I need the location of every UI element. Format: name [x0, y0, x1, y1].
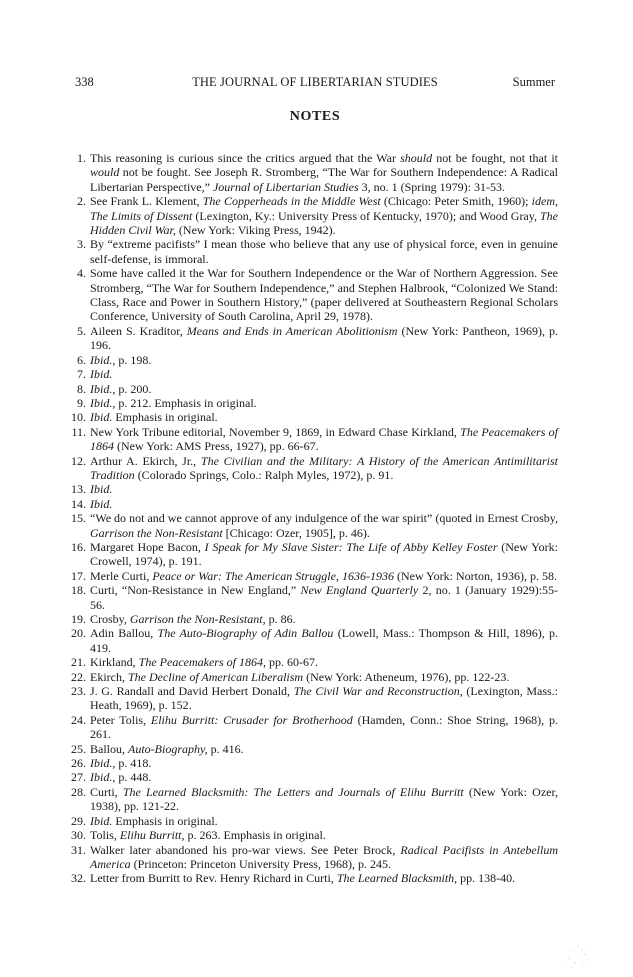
note-italic-segment: Ibid.: [90, 381, 113, 396]
note-item: [66, 410, 558, 424]
note-text-segment: (Lowell, Mass.: Thompson & Hill, 1896), p. 419.: [90, 626, 559, 655]
note-italic-segment: Ibid.: [90, 482, 113, 497]
note-number: 10.: [71, 410, 86, 425]
note-number: 4.: [77, 266, 86, 281]
note-text-segment: , p. 86.: [262, 612, 296, 626]
note-number: 32.: [71, 871, 86, 886]
note-number: 21.: [71, 655, 86, 670]
note-text-segment: , p. 198.: [112, 352, 152, 367]
note-text: [90, 670, 558, 684]
note-text: [90, 684, 558, 713]
note-text-segment: p. 263. Emphasis in original.: [184, 828, 326, 843]
note-text-segment: , p. 418.: [112, 756, 152, 771]
note-item: [66, 151, 558, 194]
note-italic-segment: The Decline of American Liberalism: [128, 669, 304, 684]
note-text: [90, 626, 558, 655]
note-text: [90, 569, 558, 583]
note-italic-segment: Peace or War: The American Struggle, 1636-1936: [152, 568, 394, 583]
note-number: 11.: [71, 424, 86, 439]
note-text-segment: (Chicago: Peter Smith, 1960);: [380, 194, 532, 209]
note-number: 12.: [71, 453, 86, 468]
note-text-segment: (New York: Ozer, 1938), pp. 121-22.: [90, 784, 558, 814]
note-italic-segment: Ibid.: [90, 496, 113, 511]
note-text: [90, 756, 558, 770]
note-text: [90, 353, 558, 367]
note-item: [66, 713, 558, 742]
note-italic-segment: Elihu Burritt,: [119, 828, 185, 843]
note-text: [90, 151, 558, 194]
note-item: [66, 626, 558, 655]
note-text-segment: , p. 212. Emphasis in original.: [112, 395, 257, 410]
note-text-segment: Ballou,: [90, 741, 128, 756]
note-text-segment: Margaret Hope Bacon,: [90, 539, 205, 554]
note-number: 7.: [77, 367, 86, 382]
note-number: 16.: [71, 539, 86, 554]
note-text: [90, 410, 558, 424]
note-text: [90, 367, 558, 381]
note-number: 29.: [71, 813, 86, 828]
note-text-segment: (New York: AMS Press, 1927), pp. 66-67.: [114, 439, 319, 454]
note-text-segment: “We do not and we cannot approve of any indulgence of the war spirit” (quoted in Ernest Crosby,: [90, 511, 558, 526]
note-text: [90, 828, 558, 842]
note-item: [66, 266, 558, 324]
note-text-segment: , p. 448.: [112, 770, 152, 785]
note-text-segment: [Chicago: Ozer, 1905], p. 46).: [222, 525, 370, 540]
note-text: [90, 655, 558, 669]
note-text: [90, 814, 558, 828]
note-item: [66, 742, 558, 756]
note-text-segment: Crosby,: [90, 612, 130, 626]
note-item: [66, 482, 558, 496]
note-number: 22.: [71, 669, 86, 684]
note-text-segment: 3, no. 1 (Spring 1979): 31-53.: [358, 179, 505, 194]
note-italic-segment: The Civil War and Reconstruction,: [293, 684, 463, 699]
note-text-segment: Curti, “Non-Resistance in New England,”: [90, 583, 301, 598]
note-italic-segment: Elihu Burritt: Crusader for Brotherhood: [150, 712, 353, 727]
note-text: [90, 194, 558, 237]
note-number: 9.: [77, 395, 86, 410]
note-item: [66, 425, 558, 454]
note-text: [90, 497, 558, 511]
note-text-segment: New York Tribune editorial, November 9, 1869, in Edward Chase Kirkland,: [90, 424, 461, 439]
note-italic-segment: Ibid.: [90, 813, 113, 828]
note-number: 17.: [71, 568, 86, 583]
note-text-segment: , pp. 60-67.: [262, 655, 318, 670]
note-item: [66, 540, 558, 569]
note-text: [90, 511, 558, 540]
note-item: [66, 497, 558, 511]
note-item: [66, 814, 558, 828]
note-italic-segment: The Learned Blacksmith: The Letters and Journals of Elihu Burritt: [122, 784, 464, 799]
note-text: [90, 612, 558, 626]
note-text-segment: (Lexington, Ky.: University Press of Kentucky, 1970); and Wood Gray,: [192, 208, 540, 223]
note-text-segment: Emphasis in original.: [112, 813, 218, 828]
note-number: 3.: [77, 237, 86, 252]
note-item: [66, 237, 558, 266]
note-text: [90, 396, 558, 410]
note-item: [66, 583, 558, 612]
note-italic-segment: idem, The Limits of Dissent: [90, 194, 558, 223]
note-text: [90, 237, 558, 266]
note-number: 14.: [71, 496, 86, 511]
note-text: [90, 713, 558, 742]
note-text: [90, 454, 558, 483]
note-text-segment: Adin Ballou,: [90, 626, 158, 641]
note-italic-segment: New England Quarterly: [300, 583, 419, 598]
note-text: [90, 540, 558, 569]
note-italic-segment: The Hidden Civil War,: [90, 208, 558, 238]
running-header: [75, 74, 555, 90]
note-text-segment: Some have called it the War for Southern Independence or the War of Northern Aggression. See Stromberg, “The War for Southern Independence,” and Stephen Halbrook, “Colonized We Stand: Class, Race and Power in Southern History,” (paper delivered at Southeastern Regional Scholars Conference, University of South Carolina, April 29, 1978).: [90, 266, 558, 324]
note-italic-segment: Ibid.: [90, 395, 113, 410]
note-text-segment: (Colorado Springs, Colo.: Ralph Myles, 1972), p. 91.: [134, 467, 394, 482]
note-text-segment: Kirkland,: [90, 655, 139, 670]
note-item: [66, 770, 558, 784]
note-italic-segment: The Civilian and the Military: A History of the American Antimilitarist Tradition: [90, 453, 558, 482]
note-text-segment: not be fought. See Joseph R. Stromberg, “The War for Southern Independence: A Radical Libertarian Perspective,”: [90, 165, 558, 194]
note-number: 15.: [71, 511, 86, 526]
note-text: [90, 770, 558, 784]
note-text-segment: Merle Curti,: [90, 568, 153, 583]
note-item: [66, 194, 558, 237]
journal-title: THE JOURNAL OF LIBERTARIAN STUDIES: [192, 75, 438, 89]
note-item: [66, 828, 558, 842]
note-number: 18.: [71, 583, 86, 598]
note-number: 1.: [77, 151, 86, 165]
note-text: [90, 583, 558, 612]
note-italic-segment: The Copperheads in the Middle West: [202, 194, 381, 209]
note-text: [90, 382, 558, 396]
note-text-segment: , p. 200.: [112, 381, 152, 396]
note-italic-segment: Auto-Biography,: [128, 741, 208, 756]
note-text-segment: (New York: Viking Press, 1942).: [175, 223, 336, 238]
note-italic-segment: The Peacemakers of 1864: [90, 424, 558, 454]
note-text: [90, 482, 558, 496]
note-text-segment: (New York: Crowell, 1974), p. 191.: [90, 539, 559, 569]
note-text-segment: J. G. Randall and David Herbert Donald,: [90, 684, 294, 699]
note-text-segment: (New York: Atheneum, 1976), pp. 122-23.: [303, 669, 510, 684]
note-italic-segment: should: [400, 151, 433, 165]
note-number: 13.: [71, 482, 86, 497]
note-text-segment: Arthur A. Ekirch, Jr.,: [90, 453, 201, 468]
note-text: [90, 324, 558, 353]
note-item: [66, 367, 558, 381]
notes-list: [66, 151, 558, 886]
note-italic-segment: Ibid.: [90, 410, 113, 425]
note-item: [66, 324, 558, 353]
note-text-segment: Emphasis in original.: [112, 410, 218, 425]
note-text-segment: Walker later abandoned his pro-war views. See Peter Brock,: [90, 842, 401, 857]
note-text-segment: pp. 138-40.: [457, 871, 516, 886]
note-text: [90, 266, 558, 324]
note-number: 8.: [77, 381, 86, 396]
note-italic-segment: Ibid.: [90, 770, 113, 785]
note-item: [66, 684, 558, 713]
note-item: [66, 382, 558, 396]
note-italic-segment: Radical Pacifists in Antebellum America: [90, 842, 558, 871]
note-text: [90, 785, 558, 814]
issue-season: Summer: [512, 75, 555, 89]
note-number: 27.: [71, 770, 86, 785]
note-text-segment: Aileen S. Kraditor,: [90, 323, 187, 338]
note-text-segment: 2, no. 1 (January 1929):55-56.: [90, 583, 559, 612]
note-item: [66, 511, 558, 540]
note-item: [66, 612, 558, 626]
note-text-segment: (New York: Norton, 1936), p. 58.: [393, 568, 557, 583]
note-item: [66, 454, 558, 483]
note-text-segment: p. 416.: [207, 741, 244, 756]
note-text-segment: (New York: Pantheon, 1969), p. 196.: [90, 323, 558, 353]
note-item: [66, 871, 558, 885]
note-text-segment: By “extreme pacifists” I mean those who believe that any use of physical force, even in genuine self-defense, is immoral.: [90, 237, 558, 266]
note-italic-segment: Garrison the Non-Resistant: [129, 612, 263, 626]
note-number: 30.: [71, 828, 86, 843]
note-text-segment: (Hamden, Conn.: Shoe String, 1968), p. 261.: [90, 712, 558, 742]
note-italic-segment: Garrison the Non-Resistant: [90, 525, 223, 540]
note-text-segment: (Princeton: Princeton University Press, 1968), p. 245.: [130, 856, 391, 871]
note-number: 6.: [77, 352, 86, 367]
note-text-segment: Ekirch,: [90, 669, 128, 684]
page-number: 338: [75, 75, 94, 89]
note-text-segment: Peter Tolis,: [90, 712, 151, 727]
section-title: NOTES: [289, 109, 341, 124]
note-number: 19.: [71, 612, 86, 626]
note-text-segment: not be fought, not that it: [432, 151, 558, 165]
note-item: [66, 756, 558, 770]
note-number: 20.: [71, 626, 86, 641]
note-number: 5.: [77, 323, 86, 338]
note-item: [66, 353, 558, 367]
note-text-segment: (Lexington, Mass.: Heath, 1969), p. 152.: [90, 684, 558, 713]
note-text-segment: Tolis,: [90, 828, 120, 843]
note-text: [90, 871, 558, 885]
note-italic-segment: The Auto-Biography of Adin Ballou: [157, 626, 334, 641]
note-item: [66, 569, 558, 583]
note-number: 31.: [71, 842, 86, 857]
note-item: [66, 785, 558, 814]
note-text: [90, 425, 558, 454]
note-text: [90, 843, 558, 872]
note-number: 2.: [77, 194, 86, 209]
note-italic-segment: Means and Ends in American Abolitionism: [186, 323, 398, 338]
note-italic-segment: The Learned Blacksmith,: [336, 871, 458, 886]
page-smudge-mark: [560, 940, 594, 970]
note-item: [66, 655, 558, 669]
note-number: 25.: [71, 741, 86, 756]
note-italic-segment: The Peacemakers of 1864: [138, 655, 263, 670]
note-italic-segment: would: [90, 165, 120, 180]
note-italic-segment: Ibid.: [90, 352, 113, 367]
note-text: [90, 742, 558, 756]
note-number: 24.: [71, 712, 86, 727]
note-italic-segment: Journal of Libertarian Studies: [212, 179, 359, 194]
note-text-segment: Letter from Burritt to Rev. Henry Richard in Curti,: [90, 871, 337, 886]
note-number: 23.: [71, 684, 86, 699]
note-item: [66, 843, 558, 872]
note-italic-segment: Ibid.: [90, 756, 113, 771]
note-text-segment: This reasoning is curious since the critics argued that the War: [90, 151, 401, 165]
note-number: 28.: [71, 784, 86, 799]
note-item: [66, 396, 558, 410]
note-italic-segment: I Speak for My Slave Sister: The Life of Abby Kelley Foster: [204, 539, 498, 554]
note-text-segment: Curti,: [90, 784, 123, 799]
note-number: 26.: [71, 756, 86, 771]
note-text-segment: See Frank L. Klement,: [90, 194, 203, 209]
note-italic-segment: Ibid.: [90, 367, 113, 382]
note-item: [66, 670, 558, 684]
